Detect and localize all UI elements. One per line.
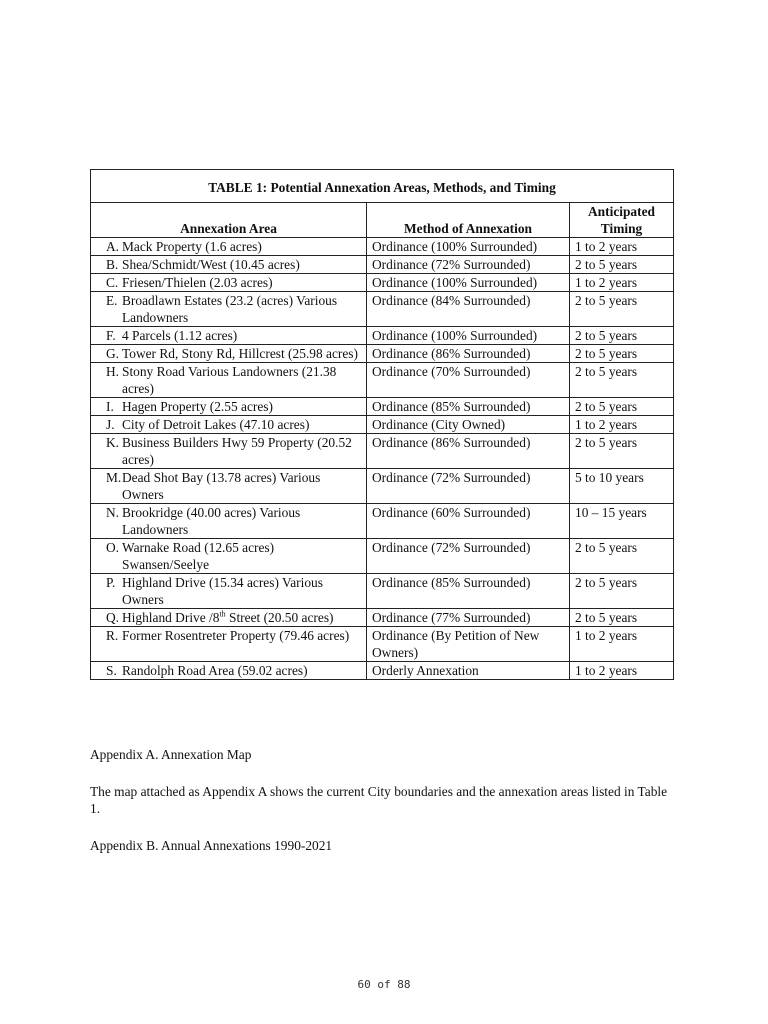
row-area bbox=[122, 609, 361, 626]
row-letter: G. bbox=[106, 346, 120, 361]
row-timing: 1 to 2 years bbox=[570, 238, 674, 256]
row-timing: 2 to 5 years bbox=[570, 327, 674, 345]
row-method: Ordinance (100% Surrounded) bbox=[367, 327, 570, 345]
row-letter: O. bbox=[106, 540, 120, 555]
row-letter: R. bbox=[106, 628, 119, 643]
row-timing: 2 to 5 years bbox=[570, 345, 674, 363]
row-method: Ordinance (72% Surrounded) bbox=[367, 469, 570, 504]
row-letter: F. bbox=[106, 328, 116, 343]
table-caption: TABLE 1: Potential Annexation Areas, Methods, and Timing bbox=[91, 170, 674, 203]
table-row bbox=[91, 292, 674, 327]
row-letter: P. bbox=[106, 575, 116, 590]
row-area: Broadlawn Estates (23.2 (acres) Various Landowners bbox=[122, 293, 338, 325]
table-row bbox=[91, 504, 674, 539]
row-method: Ordinance (70% Surrounded) bbox=[367, 363, 570, 398]
header-timing bbox=[570, 203, 674, 238]
row-letter: K. bbox=[106, 435, 120, 450]
row-letter: E. bbox=[106, 293, 118, 308]
table-row bbox=[91, 327, 674, 345]
row-method: Ordinance (86% Surrounded) bbox=[367, 434, 570, 469]
row-letter: J. bbox=[106, 417, 115, 432]
row-letter: N. bbox=[106, 505, 120, 520]
appendix-b-heading: Appendix B. Annual Annexations 1990-2021 bbox=[90, 838, 333, 853]
row-letter: B. bbox=[106, 257, 119, 272]
row-area-post: Street (20.50 acres) bbox=[225, 610, 334, 625]
row-method: Orderly Annexation bbox=[367, 662, 570, 680]
row-area: Business Builders Hwy 59 Property (20.52 acres) bbox=[122, 435, 352, 467]
row-letter: A. bbox=[106, 239, 120, 254]
row-area: Stony Road Various Landowners (21.38 acres) bbox=[122, 364, 337, 396]
row-timing: 1 to 2 years bbox=[570, 416, 674, 434]
row-area: Randolph Road Area (59.02 acres) bbox=[122, 663, 308, 678]
row-area-sup: th bbox=[219, 609, 226, 619]
row-letter: C. bbox=[106, 275, 119, 290]
table-row bbox=[91, 574, 674, 609]
row-area: Hagen Property (2.55 acres) bbox=[122, 399, 273, 414]
row-area: Warnake Road (12.65 acres) Swansen/Seelye bbox=[122, 540, 275, 572]
row-method: Ordinance (77% Surrounded) bbox=[367, 609, 570, 627]
page-number: 60 of 88 bbox=[357, 978, 411, 991]
row-method: Ordinance (85% Surrounded) bbox=[367, 398, 570, 416]
table-row bbox=[91, 609, 674, 627]
table-row bbox=[91, 662, 674, 680]
row-timing: 1 to 2 years bbox=[570, 662, 674, 680]
table-row bbox=[91, 469, 674, 504]
row-timing: 2 to 5 years bbox=[570, 539, 674, 574]
table-row bbox=[91, 363, 674, 398]
row-timing: 1 to 2 years bbox=[570, 274, 674, 292]
row-method: Ordinance (72% Surrounded) bbox=[367, 256, 570, 274]
table-row bbox=[91, 256, 674, 274]
annexation-table bbox=[90, 169, 674, 680]
row-method: Ordinance (60% Surrounded) bbox=[367, 504, 570, 539]
row-letter: Q. bbox=[106, 610, 120, 625]
row-method: Ordinance (84% Surrounded) bbox=[367, 292, 570, 327]
row-timing: 1 to 2 years bbox=[570, 627, 674, 662]
row-method: Ordinance (100% Surrounded) bbox=[367, 238, 570, 256]
row-area: Dead Shot Bay (13.78 acres) Various Owners bbox=[122, 470, 321, 502]
row-timing: 2 to 5 years bbox=[570, 609, 674, 627]
row-letter: H. bbox=[106, 364, 120, 379]
row-timing: 2 to 5 years bbox=[570, 363, 674, 398]
table-row bbox=[91, 627, 674, 662]
row-timing: 2 to 5 years bbox=[570, 574, 674, 609]
row-timing: 2 to 5 years bbox=[570, 256, 674, 274]
table-row bbox=[91, 539, 674, 574]
row-timing: 5 to 10 years bbox=[570, 469, 674, 504]
row-area: 4 Parcels (1.12 acres) bbox=[122, 328, 238, 343]
table-row bbox=[91, 434, 674, 469]
row-area: Brookridge (40.00 acres) Various Landowners bbox=[122, 505, 301, 537]
table-row bbox=[91, 345, 674, 363]
table-row bbox=[91, 416, 674, 434]
row-letter: M. bbox=[106, 470, 122, 485]
row-method: Ordinance (85% Surrounded) bbox=[367, 574, 570, 609]
row-area: Former Rosentreter Property (79.46 acres) bbox=[122, 628, 350, 643]
row-area: Friesen/Thielen (2.03 acres) bbox=[122, 275, 273, 290]
header-timing-line1: Anticipated bbox=[588, 204, 655, 219]
row-timing: 2 to 5 years bbox=[570, 292, 674, 327]
row-method: Ordinance (By Petition of New Owners) bbox=[367, 627, 570, 662]
row-method: Ordinance (72% Surrounded) bbox=[367, 539, 570, 574]
row-area: Highland Drive (15.34 acres) Various Owners bbox=[122, 575, 323, 607]
row-area: City of Detroit Lakes (47.10 acres) bbox=[122, 417, 310, 432]
row-timing: 2 to 5 years bbox=[570, 434, 674, 469]
header-annexation-area: Annexation Area bbox=[91, 203, 367, 238]
row-method: Ordinance (City Owned) bbox=[367, 416, 570, 434]
row-letter: I. bbox=[106, 399, 114, 414]
row-letter: S. bbox=[106, 663, 117, 678]
row-method: Ordinance (86% Surrounded) bbox=[367, 345, 570, 363]
row-area-pre: Highland Drive /8 bbox=[122, 610, 220, 625]
header-timing-line2: Timing bbox=[600, 221, 643, 236]
row-method: Ordinance (100% Surrounded) bbox=[367, 274, 570, 292]
appendix-a-text: The map attached as Appendix A shows the current City boundaries and the annexation areas listed in Table 1. bbox=[90, 784, 668, 816]
row-area: Shea/Schmidt/West (10.45 acres) bbox=[122, 257, 300, 272]
row-timing: 10 – 15 years bbox=[570, 504, 674, 539]
row-area: Mack Property (1.6 acres) bbox=[122, 239, 262, 254]
table-row bbox=[91, 398, 674, 416]
table-row bbox=[91, 274, 674, 292]
appendix-a-heading: Appendix A. Annexation Map bbox=[90, 747, 252, 762]
row-timing: 2 to 5 years bbox=[570, 398, 674, 416]
header-method: Method of Annexation bbox=[367, 203, 570, 238]
table-row bbox=[91, 238, 674, 256]
row-area: Tower Rd, Stony Rd, Hillcrest (25.98 acres) bbox=[122, 346, 358, 361]
